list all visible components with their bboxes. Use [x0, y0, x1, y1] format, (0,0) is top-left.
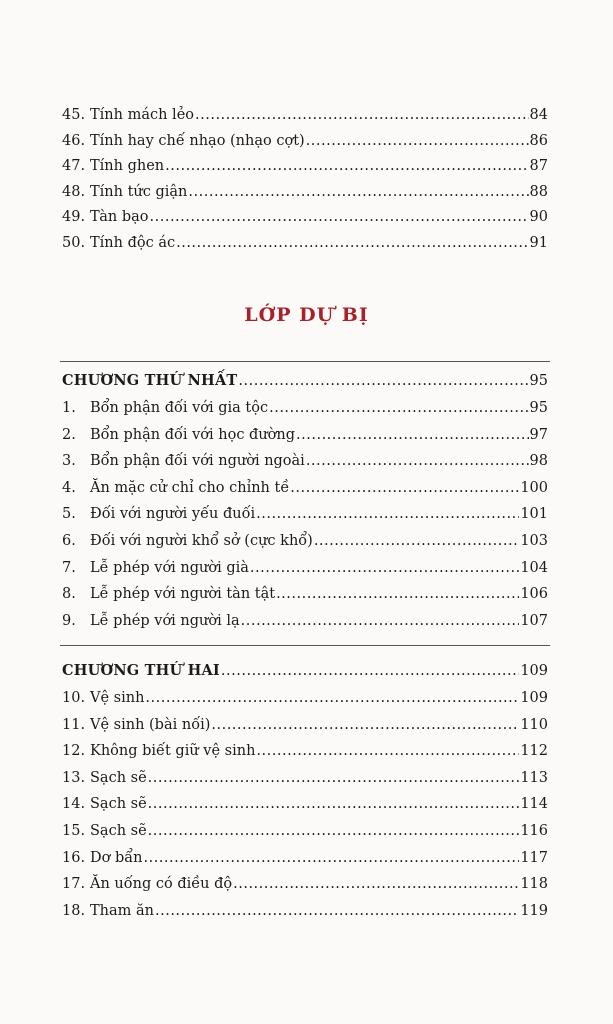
dot-leader [233, 873, 519, 895]
entry-title: CHƯƠNG THỨ HAI [62, 662, 220, 679]
entry-title: Tính hay chế nhạo (nhạo cợt) [90, 132, 305, 149]
toc-entry [62, 557, 548, 579]
entry-title: Ăn mặc cử chỉ cho chỉnh tề [90, 479, 290, 496]
toc-entry [62, 397, 548, 419]
entry-title: Lễ phép với người già [90, 559, 249, 576]
entry-number: 46. [62, 132, 86, 149]
dot-leader [296, 424, 529, 446]
entry-title: Bổn phận đối với gia tộc [90, 400, 269, 416]
dot-leader [314, 530, 520, 552]
entry-number: 2. [62, 426, 76, 443]
dot-leader [155, 900, 519, 922]
entry-number: 7. [62, 559, 76, 576]
toc-entry [62, 714, 548, 736]
page-number: 110 [520, 716, 548, 733]
entry-title: Sạch sẽ [90, 769, 147, 786]
entry-title: Vệ sinh [90, 690, 145, 706]
entry-title: Bổn phận đối với học đường [90, 426, 296, 443]
entry-title: Vệ sinh (bài nối) [90, 716, 211, 733]
entry-title: Tính mách lẻo [90, 107, 195, 123]
toc-entry [62, 900, 548, 922]
dot-leader [306, 130, 529, 152]
toc-entry [62, 583, 548, 605]
entry-number: 1. [62, 400, 76, 416]
page-number: 101 [520, 506, 548, 523]
entry-title: Tham ăn [90, 902, 154, 919]
entry-number: 15. [62, 823, 86, 839]
page-number: 91 [529, 235, 548, 251]
entry-number: 10. [62, 690, 86, 706]
entry-title: Lễ phép với người lạ [90, 612, 240, 629]
page-number: 86 [529, 132, 548, 149]
divider [60, 361, 550, 362]
entry-title: Sạch sẽ [90, 823, 147, 839]
entry-title: Dơ bẩn [90, 849, 143, 866]
entry-title: Tính ghen [90, 158, 165, 175]
entry-title: Sạch sẽ [90, 796, 147, 813]
entry-number: 16. [62, 849, 86, 866]
toc-entry [62, 450, 548, 472]
dot-leader [188, 181, 528, 203]
entry-title: Ăn uống có điều độ [90, 876, 233, 893]
page-number: 109 [520, 663, 548, 679]
dot-leader [148, 820, 520, 842]
dot-leader [165, 155, 528, 177]
page-number: 98 [529, 453, 548, 470]
toc-entry [62, 104, 548, 126]
page-number: 97 [529, 426, 548, 443]
toc-entry [62, 503, 548, 525]
entry-title: Không biết giữ vệ sinh [90, 743, 256, 760]
dot-leader [276, 583, 519, 605]
page-number: 107 [520, 612, 548, 629]
entry-number: 11. [62, 716, 86, 733]
toc-entry [62, 740, 548, 762]
entry-number: 17. [62, 876, 86, 893]
entry-title: Tính tức giận [90, 183, 188, 200]
dot-leader [306, 450, 529, 472]
page-number: 112 [520, 743, 548, 760]
dot-leader [195, 104, 529, 126]
page-number: 84 [529, 107, 548, 123]
page-number: 117 [520, 849, 548, 866]
dot-leader [176, 232, 528, 254]
toc-entry [62, 530, 548, 552]
page-number: 95 [529, 373, 548, 389]
toc-entry [62, 793, 548, 815]
entry-number: 3. [62, 453, 76, 470]
dot-leader [148, 767, 520, 789]
toc-entry [62, 206, 548, 228]
dot-leader [150, 206, 529, 228]
entry-title: Lễ phép với người tàn tật [90, 586, 276, 603]
page-number: 106 [520, 586, 548, 603]
page-number: 114 [520, 796, 548, 813]
entry-title: Bổn phận đối với người ngoài [90, 453, 305, 470]
toc-entry [62, 130, 548, 152]
entry-number: 49. [62, 209, 86, 226]
page-number: 118 [520, 876, 548, 893]
page-number: 95 [529, 400, 548, 416]
dot-leader [148, 793, 520, 815]
page-number: 88 [529, 183, 548, 200]
entry-number: 9. [62, 612, 76, 629]
entry-number: 5. [62, 506, 76, 523]
page-number: 103 [520, 533, 548, 549]
entry-number: 13. [62, 769, 86, 786]
dot-leader [143, 847, 519, 869]
entry-title: Đối với người yếu đuối [90, 506, 256, 523]
entry-title: Tàn bạo [90, 209, 149, 226]
page-number: 100 [520, 479, 548, 496]
entry-number: 14. [62, 796, 86, 813]
toc-entry [62, 847, 548, 869]
chapter-heading [62, 660, 548, 682]
dot-leader [256, 740, 519, 762]
dot-leader [250, 557, 519, 579]
toc-entry [62, 610, 548, 632]
dot-leader [241, 610, 520, 632]
entry-number: 8. [62, 586, 76, 603]
entry-number: 48. [62, 183, 86, 200]
divider [60, 645, 550, 646]
page-number: 109 [520, 690, 548, 706]
entry-title: CHƯƠNG THỨ NHẤT [62, 372, 238, 389]
toc-entry [62, 820, 548, 842]
entry-number: 12. [62, 743, 86, 760]
toc-entry [62, 873, 548, 895]
entry-number: 47. [62, 158, 86, 175]
entry-number: 45. [62, 107, 86, 123]
entry-title: Tính độc ác [90, 235, 176, 251]
entry-number: 50. [62, 235, 86, 251]
toc-entry [62, 232, 548, 254]
toc-entry [62, 767, 548, 789]
dot-leader [290, 477, 519, 499]
dot-leader [211, 714, 519, 736]
toc-entry [62, 181, 548, 203]
toc-entry [62, 687, 548, 709]
entry-number: 6. [62, 533, 76, 549]
toc-entry [62, 424, 548, 446]
toc-entry [62, 155, 548, 177]
entry-number: 18. [62, 902, 86, 919]
page-number: 116 [520, 823, 548, 839]
toc-entry [62, 477, 548, 499]
page-number: 113 [520, 769, 548, 786]
dot-leader [256, 503, 519, 525]
dot-leader [269, 397, 528, 419]
entry-title: Đối với người khổ sở (cực khổ) [90, 533, 313, 549]
chapter-heading [62, 370, 548, 392]
page-number: 87 [529, 158, 548, 175]
dot-leader [238, 370, 528, 392]
dot-leader [221, 660, 519, 682]
page-number: 119 [520, 902, 548, 919]
entry-number: 4. [62, 479, 76, 496]
class-title: LỚP DỰ BỊ [244, 304, 369, 326]
page-number: 90 [529, 209, 548, 226]
dot-leader [145, 687, 519, 709]
page-number: 104 [520, 559, 548, 576]
